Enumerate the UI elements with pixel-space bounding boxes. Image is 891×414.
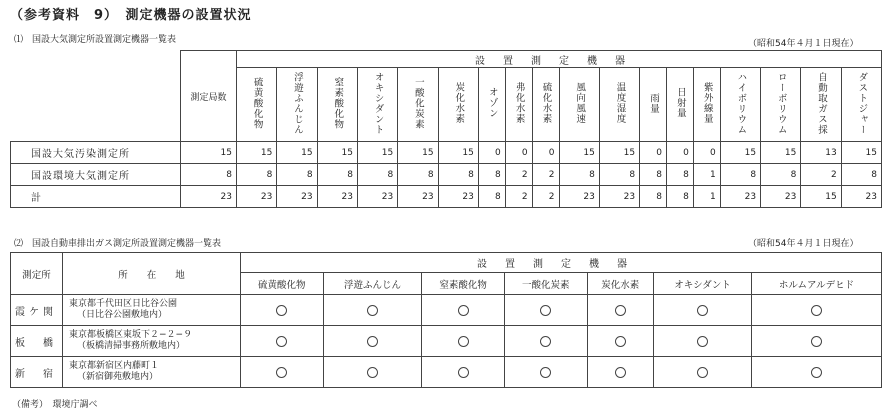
table1-caption: ⑴ 国設大気測定所設置測定機器一覧表 (14, 35, 177, 45)
installed-circle-icon (540, 305, 551, 316)
station-location (63, 326, 241, 357)
address-note: （新宿御苑敷地内） (77, 372, 159, 382)
count-header: 測定局数 (181, 51, 237, 142)
installed-cell (241, 326, 324, 357)
installed-circle-icon (811, 367, 822, 378)
table-cell: 15 (438, 142, 478, 164)
page-title: （参考資料 9） 測定機器の設置状況 (10, 8, 252, 23)
table1-date: （昭和54年４月１日現在） (748, 39, 859, 49)
installed-cell (587, 357, 653, 388)
table2 (10, 252, 882, 388)
note: （備考） 環境庁調べ (12, 400, 98, 410)
table-row (11, 357, 882, 388)
table-cell: 0 (532, 142, 559, 164)
table-cell: 0 (478, 142, 505, 164)
row-label: 国設大気汚染測定所 (11, 142, 181, 164)
table-cell: 8 (761, 164, 801, 186)
installed-cell (241, 295, 324, 326)
address-note: （板橋清掃事務所敷地内） (77, 341, 186, 351)
station-header: 測定所 (11, 253, 63, 295)
column-header (841, 68, 881, 142)
table-cell: 8 (237, 164, 277, 186)
table-cell: 15 (599, 142, 639, 164)
table1-group-header: 設置測定機器 (237, 51, 882, 68)
column-header (667, 68, 694, 142)
installed-cell (752, 326, 882, 357)
table-cell: 2 (532, 186, 559, 208)
table-cell: 23 (237, 186, 277, 208)
table-cell: 15 (357, 142, 397, 164)
table-cell: 15 (237, 142, 277, 164)
table-cell: 0 (667, 142, 694, 164)
column-header (438, 68, 478, 142)
installed-circle-icon (458, 336, 469, 347)
table-cell: 2 (505, 186, 532, 208)
table2-group-header: 設置測定機器 (241, 253, 882, 273)
column-header-label: 弗化水素 (513, 82, 525, 124)
column-header-label: 紫外線量 (701, 82, 713, 124)
table-row (11, 295, 882, 326)
column-header-label: 雨量 (648, 92, 660, 114)
installed-cell (422, 326, 505, 357)
table-cell: 15 (317, 142, 357, 164)
table-row (11, 142, 882, 164)
column-header-label: 窒素酸化物 (332, 76, 344, 130)
installed-circle-icon (458, 367, 469, 378)
row-label: 国設環境大気測定所 (11, 164, 181, 186)
column-header-label: 硫黄酸化物 (251, 76, 263, 130)
table-cell: 0 (693, 142, 720, 164)
installed-circle-icon (697, 336, 708, 347)
table-cell: 23 (357, 186, 397, 208)
column-header-label: 炭化水素 (453, 82, 465, 124)
table-cell: 8 (667, 186, 694, 208)
table-cell: 8 (317, 164, 357, 186)
table-cell: 23 (761, 186, 801, 208)
installed-circle-icon (615, 367, 626, 378)
column-header-label: 風向風速 (574, 82, 586, 124)
column-header (505, 68, 532, 142)
table-row (11, 164, 882, 186)
column-header: オキシダント (653, 273, 751, 295)
installed-circle-icon (615, 336, 626, 347)
table-cell: 23 (720, 186, 760, 208)
column-header (398, 68, 438, 142)
column-header-label: オキシダント (372, 71, 384, 135)
installed-circle-icon (540, 336, 551, 347)
column-header-label: 浮遊ふんじん (291, 71, 303, 135)
column-header (720, 68, 760, 142)
column-header (801, 68, 841, 142)
table-cell: 2 (505, 164, 532, 186)
column-header (317, 68, 357, 142)
installed-circle-icon (367, 336, 378, 347)
table-cell: 8 (640, 186, 667, 208)
table-cell: 1 (693, 164, 720, 186)
table-cell: 8 (398, 164, 438, 186)
station-count: 8 (181, 164, 237, 186)
table2-date: （昭和54年４月１日現在） (748, 239, 859, 249)
installed-circle-icon (811, 305, 822, 316)
installed-circle-icon (458, 305, 469, 316)
table-cell: 8 (640, 164, 667, 186)
installed-circle-icon (367, 305, 378, 316)
table1-corner (11, 51, 181, 142)
table-cell: 15 (841, 142, 881, 164)
table-cell: 0 (640, 142, 667, 164)
column-header (559, 68, 599, 142)
table-cell: 23 (277, 186, 317, 208)
installed-circle-icon (697, 367, 708, 378)
table-cell: 15 (277, 142, 317, 164)
column-header (640, 68, 667, 142)
column-header: 炭化水素 (587, 273, 653, 295)
installed-circle-icon (276, 305, 287, 316)
installed-cell (422, 295, 505, 326)
column-header: ホルムアルデヒド (752, 273, 882, 295)
table-cell: 15 (398, 142, 438, 164)
column-header (478, 68, 505, 142)
table-cell: 23 (841, 186, 881, 208)
table-cell: 15 (761, 142, 801, 164)
station-count: 15 (181, 142, 237, 164)
installed-cell (323, 357, 422, 388)
installed-cell (653, 295, 751, 326)
table-cell: 8 (599, 164, 639, 186)
table-cell: 8 (277, 164, 317, 186)
installed-circle-icon (367, 367, 378, 378)
installed-cell (323, 326, 422, 357)
installed-cell (653, 357, 751, 388)
column-header (599, 68, 639, 142)
table-cell: 23 (559, 186, 599, 208)
installed-circle-icon (697, 305, 708, 316)
column-header-label: 一酸化炭素 (412, 76, 424, 130)
installed-cell (504, 357, 587, 388)
table-cell: 23 (438, 186, 478, 208)
table-cell: 8 (478, 164, 505, 186)
row-label: 計 (11, 186, 181, 208)
installed-cell (587, 295, 653, 326)
station-name: 新 宿 (11, 357, 63, 388)
table-cell: 8 (841, 164, 881, 186)
installed-cell (504, 295, 587, 326)
table-cell: 0 (505, 142, 532, 164)
table-cell: 23 (398, 186, 438, 208)
address-note: （日比谷公園敷地内） (77, 310, 168, 320)
table-cell: 23 (317, 186, 357, 208)
table-cell: 15 (720, 142, 760, 164)
table-row (11, 186, 882, 208)
table-cell: 8 (667, 164, 694, 186)
station-location (63, 295, 241, 326)
station-name: 霞ケ関 (11, 295, 63, 326)
table-cell: 23 (599, 186, 639, 208)
column-header: 一酸化炭素 (504, 273, 587, 295)
installed-cell (323, 295, 422, 326)
column-header: 硫黄酸化物 (241, 273, 324, 295)
column-header: 窒素酸化物 (422, 273, 505, 295)
table1 (10, 50, 882, 208)
column-header-label: 日射量 (674, 87, 686, 119)
column-header (237, 68, 277, 142)
column-header-label: 温度湿度 (614, 82, 626, 124)
station-count: 23 (181, 186, 237, 208)
table-cell: 15 (559, 142, 599, 164)
address: 東京都板橋区東坂下２−２−９ (69, 330, 193, 340)
table-cell: 8 (559, 164, 599, 186)
table-cell: 1 (693, 186, 720, 208)
installed-cell (241, 357, 324, 388)
table2-caption: ⑵ 国設自動車排出ガス測定所設置測定機器一覧表 (14, 239, 222, 249)
address: 東京都千代田区日比谷公園 (69, 299, 178, 309)
table-cell: 2 (801, 164, 841, 186)
table-cell: 8 (720, 164, 760, 186)
column-header-label: ローボリウム (775, 71, 787, 135)
station-location (63, 357, 241, 388)
installed-circle-icon (615, 305, 626, 316)
column-header (532, 68, 559, 142)
table-cell: 8 (438, 164, 478, 186)
column-header (277, 68, 317, 142)
table-row (11, 326, 882, 357)
table-cell: 8 (357, 164, 397, 186)
column-header (693, 68, 720, 142)
column-header-label: オゾン (486, 87, 498, 119)
station-name: 板 橋 (11, 326, 63, 357)
installed-circle-icon (811, 336, 822, 347)
installed-cell (653, 326, 751, 357)
column-header-label: 硫化水素 (540, 82, 552, 124)
table-cell: 2 (532, 164, 559, 186)
installed-cell (587, 326, 653, 357)
installed-circle-icon (540, 367, 551, 378)
installed-cell (752, 295, 882, 326)
column-header (357, 68, 397, 142)
table-cell: 15 (801, 186, 841, 208)
table-cell: 13 (801, 142, 841, 164)
column-header: 浮遊ふんじん (323, 273, 422, 295)
installed-circle-icon (276, 367, 287, 378)
table-cell: 8 (478, 186, 505, 208)
installed-cell (504, 326, 587, 357)
column-header (761, 68, 801, 142)
column-header-label: ハイボリウム (735, 71, 747, 135)
address: 東京都新宿区内藤町１ (69, 361, 160, 371)
installed-circle-icon (276, 336, 287, 347)
installed-cell (752, 357, 882, 388)
location-header: 所 在 地 (63, 253, 241, 295)
column-header-label: ダストジャー (856, 71, 868, 135)
installed-cell (422, 357, 505, 388)
column-header-label: 自動取ガス採 (816, 71, 828, 135)
